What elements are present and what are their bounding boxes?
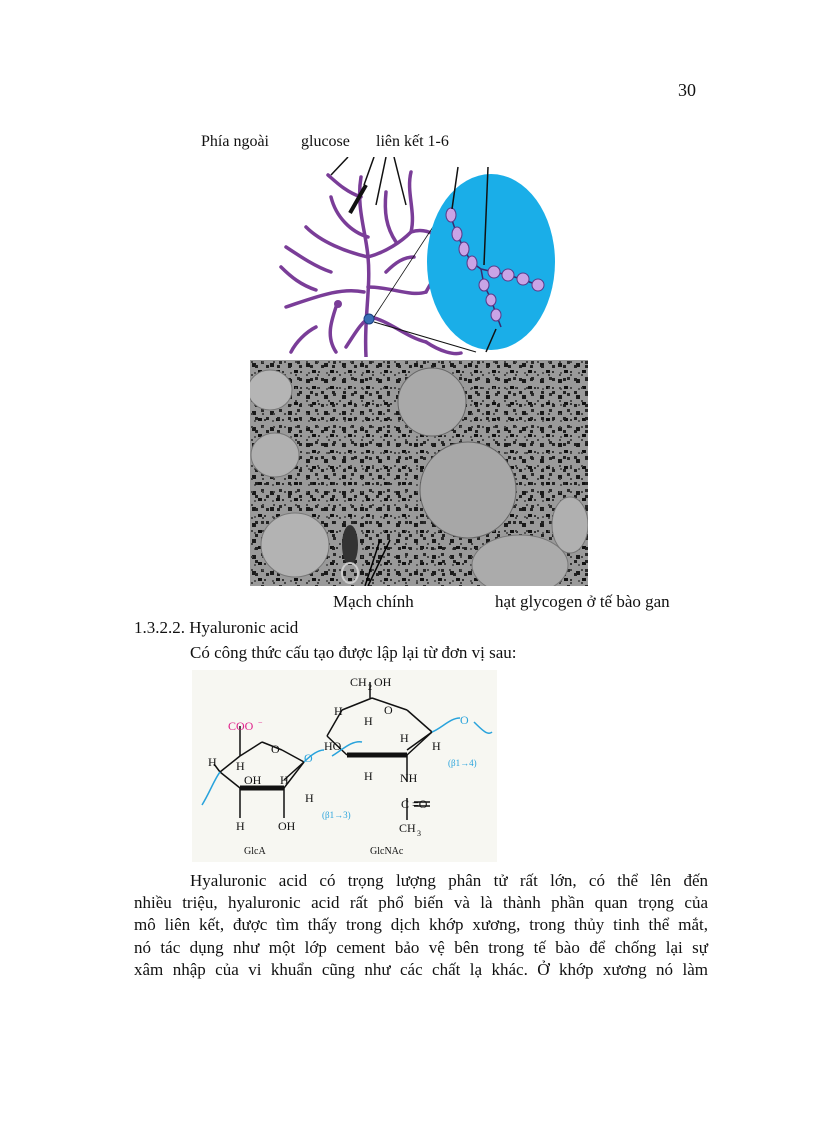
svg-text:GlcA: GlcA [244, 846, 266, 857]
body-paragraph [134, 870, 708, 981]
svg-text:−: − [258, 718, 263, 727]
caption-main-chain: Mạch chính [333, 592, 414, 611]
svg-text:OH: OH [278, 819, 296, 833]
svg-text:H: H [364, 714, 373, 728]
label-glucose: glucose [301, 133, 350, 150]
svg-text:3: 3 [417, 829, 421, 838]
svg-text:C: C [401, 797, 410, 811]
svg-text:H: H [400, 731, 409, 745]
svg-text:H: H [280, 773, 289, 787]
paragraph-line: xâm nhập của vi khuẩn cũng như các chất lạ khác. Ở khớp xương nó làm [134, 959, 708, 979]
svg-text:H: H [208, 755, 217, 769]
svg-text:H: H [364, 769, 373, 783]
svg-text:HO: HO [324, 739, 342, 753]
svg-text:O: O [304, 751, 313, 765]
hyaluronic-acid-structure [192, 670, 497, 862]
glycogen-branching-diagram [276, 157, 566, 357]
svg-text:CH: CH [350, 675, 367, 689]
label-bond-1-6: liên kết 1-6 [376, 133, 449, 150]
svg-text:O: O [460, 713, 469, 727]
section-intro: Có công thức cấu tạo được lập lại từ đơn vị sau: [190, 643, 517, 662]
svg-text:H: H [334, 704, 343, 718]
micrograph-image [250, 360, 588, 586]
section-heading: 1.3.2.2. Hyaluronic acid [134, 618, 299, 637]
svg-text:CH: CH [399, 821, 416, 835]
svg-text:H: H [236, 759, 245, 773]
svg-text:H: H [305, 791, 314, 805]
electron-micrograph [250, 360, 588, 586]
svg-text:O: O [271, 742, 280, 756]
paragraph-line: nó tác dụng như một lớp cement bảo vệ bên trong tế bào để chống lại sự [134, 937, 708, 957]
svg-text:NH: NH [400, 771, 418, 785]
svg-text:H: H [432, 739, 441, 753]
caption-glycogen-granules: hạt glycogen ở tế bào gan [495, 592, 670, 611]
svg-text:COO: COO [228, 719, 254, 733]
svg-text:=O: =O [412, 797, 428, 811]
paragraph-line: nhiều triệu, hyaluronic acid rất phổ biến và là thành phần quan trọng của [134, 893, 708, 913]
svg-text:GlcNAc: GlcNAc [370, 846, 404, 857]
zoom-circle [427, 174, 555, 350]
svg-text:H: H [236, 819, 245, 833]
svg-text:(β1→3): (β1→3) [322, 810, 351, 820]
svg-text:O: O [384, 703, 393, 717]
paragraph-line: Hyaluronic acid có trọng lượng phân tử rất lớn, có thể lên đến [190, 871, 708, 890]
label-outer: Phía ngoài [201, 133, 269, 150]
svg-text:OH: OH [244, 773, 262, 787]
svg-text:2: 2 [368, 683, 372, 692]
svg-text:OH: OH [374, 675, 392, 689]
svg-text:(β1→4): (β1→4) [448, 758, 477, 768]
paragraph-line: mô liên kết, được tìm thấy trong dịch khớp xương, trong thủy tinh thể mắt, [134, 915, 708, 935]
page-number: 30 [678, 80, 696, 100]
